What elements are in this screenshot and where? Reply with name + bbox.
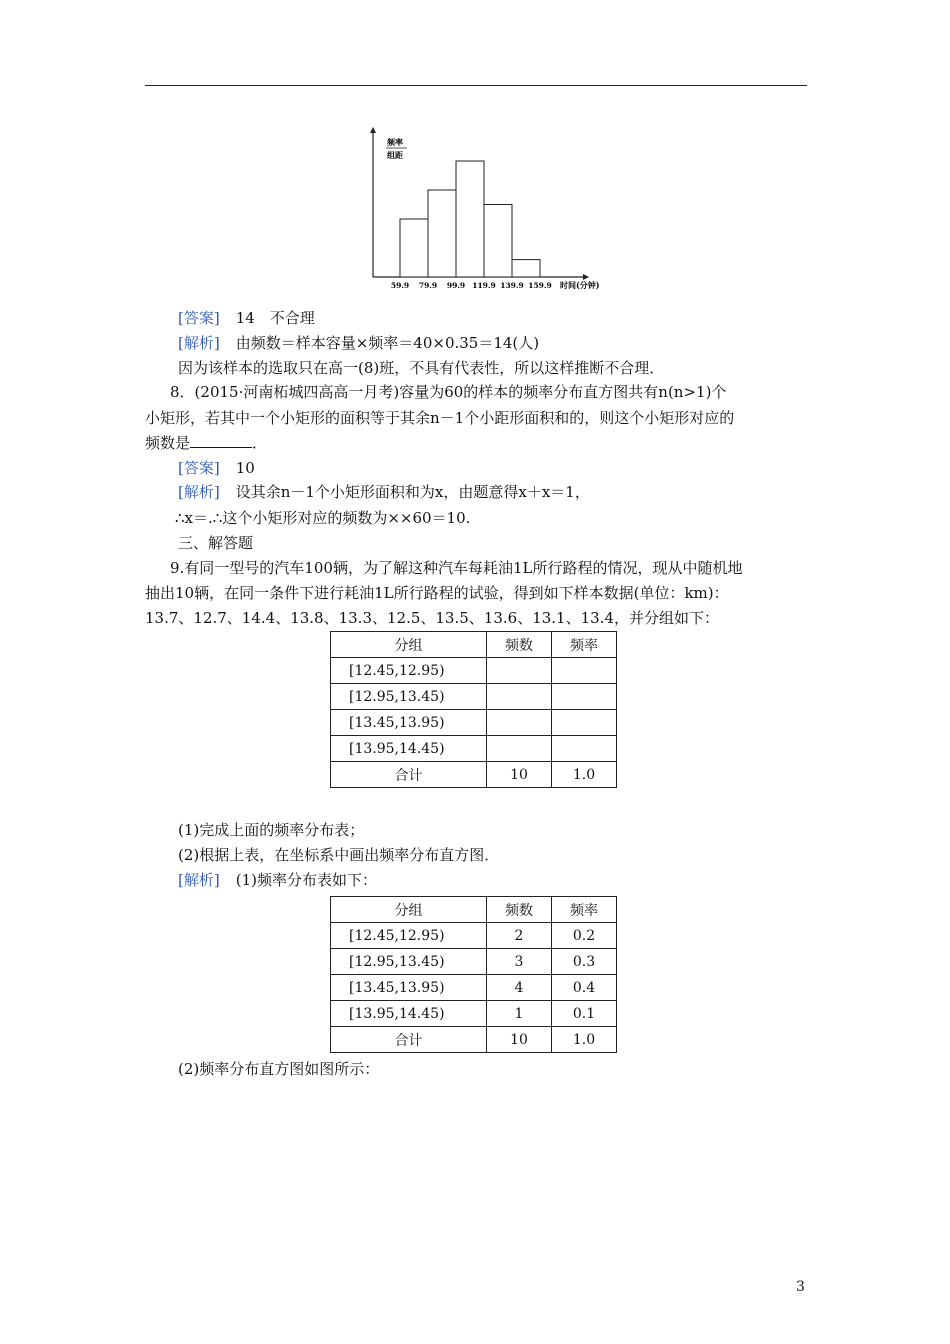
table-total-row	[331, 762, 617, 788]
count-cell	[487, 684, 552, 710]
table-header-row	[331, 897, 617, 923]
total-frequency: 1.0	[552, 1027, 617, 1053]
count-cell	[487, 736, 552, 762]
table-total-row	[331, 1027, 617, 1053]
header-count: 频数	[487, 632, 552, 658]
analysis-8-text: 设其余n－1个小矩形面积和为x，由题意得x＋x＝1，	[235, 483, 590, 501]
frequency-cell	[552, 684, 617, 710]
answer-blank	[190, 433, 252, 448]
analysis-9	[178, 870, 377, 890]
answer-7	[178, 308, 315, 328]
count-cell: 2	[487, 923, 552, 949]
analysis-tag: [解析]	[178, 483, 220, 501]
table-row	[331, 1001, 617, 1027]
question-8-line-3	[145, 433, 267, 453]
frequency-cell: 0.1	[552, 1001, 617, 1027]
table-row	[331, 923, 617, 949]
frequency-histogram	[355, 125, 620, 295]
question-8-line-2: 小矩形，若其中一个小矩形的面积等于其余n－1个小距形面积和的，则这个小矩形对应的	[145, 409, 735, 427]
table-row	[331, 658, 617, 684]
frequency-cell: 0.3	[552, 949, 617, 975]
analysis-9-text: (1)频率分布表如下：	[235, 871, 377, 889]
header-frequency: 频率	[552, 632, 617, 658]
answer-8-text: 10	[235, 459, 255, 477]
header-rule	[145, 85, 807, 86]
reason-7: 因为该样本的选取只在高一(8)班，不具有代表性，所以这样推断不合理．	[178, 359, 665, 377]
frequency-cell: 0.2	[552, 923, 617, 949]
group-cell: [12.45,12.95)	[331, 923, 487, 949]
table-header-row	[331, 632, 617, 658]
answer-tag: [答案]	[178, 309, 220, 327]
count-cell	[487, 710, 552, 736]
total-count: 10	[487, 1027, 552, 1053]
total-label: 合计	[331, 762, 487, 788]
question-9-line-1: 9.有同一型号的汽车100辆，为了解这种汽车每耗油1L所行路程的情况，现从中随机地	[170, 559, 743, 577]
table-row	[331, 684, 617, 710]
frequency-cell	[552, 710, 617, 736]
question-9-sub-1: (1)完成上面的频率分布表；	[178, 821, 365, 839]
histogram-bar	[456, 161, 484, 277]
x-tick-label: 99.9	[446, 281, 466, 290]
table-row	[331, 710, 617, 736]
filled-frequency-table	[330, 896, 617, 1053]
total-frequency: 1.0	[552, 762, 617, 788]
group-cell: [13.95,14.45)	[331, 736, 487, 762]
analysis-tag: [解析]	[178, 334, 220, 352]
x-tick-label: 79.9	[418, 281, 438, 290]
x-tick-label: 59.9	[390, 281, 410, 290]
header-group: 分组	[331, 897, 487, 923]
table-row	[331, 736, 617, 762]
count-cell: 4	[487, 975, 552, 1001]
total-label: 合计	[331, 1027, 487, 1053]
table-row	[331, 949, 617, 975]
final-line: (2)频率分布直方图如图所示：	[178, 1060, 380, 1078]
answer-8	[178, 458, 255, 478]
q8-suffix: ．	[252, 434, 268, 452]
x-axis-label: 时间(分钟)	[560, 280, 600, 290]
header-frequency: 频率	[552, 897, 617, 923]
conclusion-8: ∴x＝.∴这个小矩形对应的频数为××60＝10.	[175, 509, 471, 527]
group-cell: [12.95,13.45)	[331, 949, 487, 975]
histogram-bar	[400, 219, 428, 277]
count-cell: 3	[487, 949, 552, 975]
q8-prefix: 频数是	[145, 434, 191, 452]
answer-tag: [答案]	[178, 459, 220, 477]
histogram-bar	[512, 260, 540, 277]
count-cell: 1	[487, 1001, 552, 1027]
analysis-7	[178, 333, 539, 353]
y-label-bottom: 组距	[387, 150, 403, 160]
question-9-line-3: 13.7、12.7、14.4、13.8、13.3、12.5、13.5、13.6、13.1、13.4，并分组如下：	[145, 609, 719, 627]
blank-frequency-table	[330, 631, 617, 788]
x-tick-label: 139.9	[500, 281, 524, 290]
histogram-bar	[428, 190, 456, 277]
histogram-bar	[484, 205, 512, 278]
answer-7-text: 14 不合理	[235, 309, 315, 327]
group-cell: [13.95,14.45)	[331, 1001, 487, 1027]
total-count: 10	[487, 762, 552, 788]
header-group: 分组	[331, 632, 487, 658]
question-8-line-1: 8．(2015·河南柘城四高高一月考)容量为60的样本的频率分布直方图共有n(n>1)个	[170, 383, 727, 401]
count-cell	[487, 658, 552, 684]
x-tick-label: 159.9	[528, 281, 552, 290]
group-cell: [12.45,12.95)	[331, 658, 487, 684]
question-9-line-2: 抽出10辆，在同一条件下进行耗油1L所行路程的试验，得到如下样本数据(单位：km)：	[145, 584, 729, 602]
group-cell: [12.95,13.45)	[331, 684, 487, 710]
question-9-sub-2: (2)根据上表，在坐标系中画出频率分布直方图．	[178, 846, 500, 864]
y-axis-arrow	[370, 127, 376, 133]
analysis-tag: [解析]	[178, 871, 220, 889]
frequency-cell	[552, 736, 617, 762]
group-cell: [13.45,13.95)	[331, 975, 487, 1001]
x-tick-label: 119.9	[472, 281, 496, 290]
analysis-7-text: 由频数＝样本容量×频率＝40×0.35＝14(人)	[235, 334, 540, 352]
group-cell: [13.45,13.95)	[331, 710, 487, 736]
section-heading: 三、解答题	[178, 534, 254, 552]
header-count: 频数	[487, 897, 552, 923]
table-row	[331, 975, 617, 1001]
frequency-cell: 0.4	[552, 975, 617, 1001]
frequency-cell	[552, 658, 617, 684]
y-label-top: 频率	[387, 137, 403, 147]
page-number: 3	[796, 1279, 805, 1295]
analysis-8	[178, 482, 590, 502]
